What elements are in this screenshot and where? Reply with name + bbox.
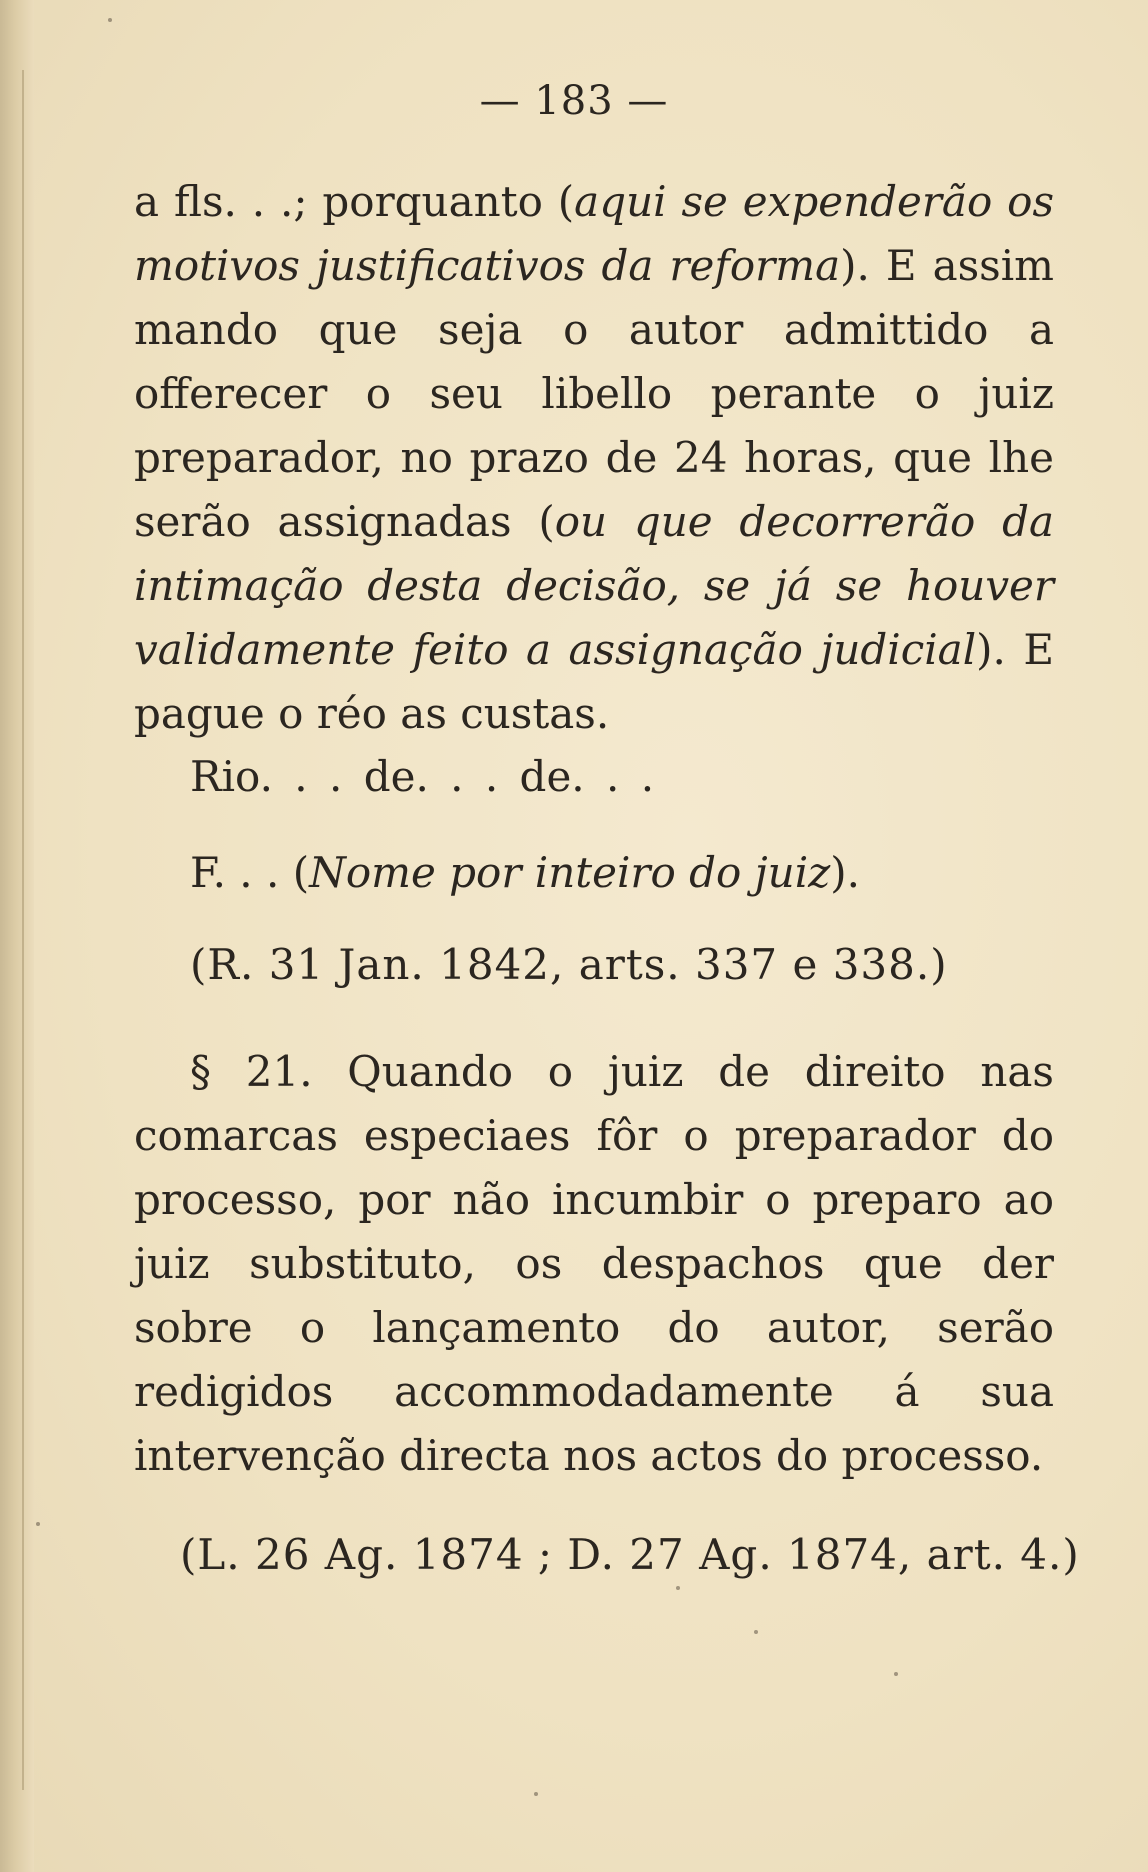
paper-speck [894,1672,898,1676]
legal-reference-2: (L. 26 Ag. 1874 ; D. 27 Ag. 1874, art. 4.) [180,1530,1080,1579]
italic-segment: ou que decorrerão da intimação desta decisão, se já se houver validamente feito a assignação judicial [134,497,1054,674]
paper-speck [754,1630,758,1634]
page-gutter [0,0,34,1872]
italic-segment: aqui se expenderão os motivos justificativos da reforma [134,177,1055,290]
section-21-text: § 21. Quando o juiz de direito nas comarcas especiaes fôr o preparador do processo, por não incumbir o preparo ao juiz substituto, os despachos que der sobre o lançamento do autor, serão redigidos accommodadamente á sua intervenção directa nos actos do processo. [134,1047,1054,1480]
signature-prefix: F. . . ( [190,848,310,897]
paper-speck [108,18,112,22]
section-21 [134,1040,1054,1488]
text-segment: ). E assim mando que seja o autor admittido a offerecer o seu libello perante o juiz preparador, no prazo de 24 horas, que lhe serão assignadas ( [134,241,1054,546]
date-line: Rio. . . de. . . de. . . [190,752,655,801]
paper-speck [36,1522,40,1526]
paper-speck [534,1792,538,1796]
text-segment: ). E pague o réo as custas. [134,625,1054,738]
legal-reference-1: (R. 31 Jan. 1842, arts. 337 e 338.) [190,940,948,989]
signature-suffix: ). [830,848,861,897]
signature-italic: Nome por inteiro do juiz [309,848,831,897]
paragraph-reform-order [134,170,1054,746]
page-number: — 183 — [479,78,669,124]
paper-speck [676,1586,680,1590]
gutter-line [22,70,24,1790]
signature-line [190,848,860,897]
text-segment: a fls. . .; porquanto ( [134,177,575,226]
paragraph-1 [134,170,1054,746]
